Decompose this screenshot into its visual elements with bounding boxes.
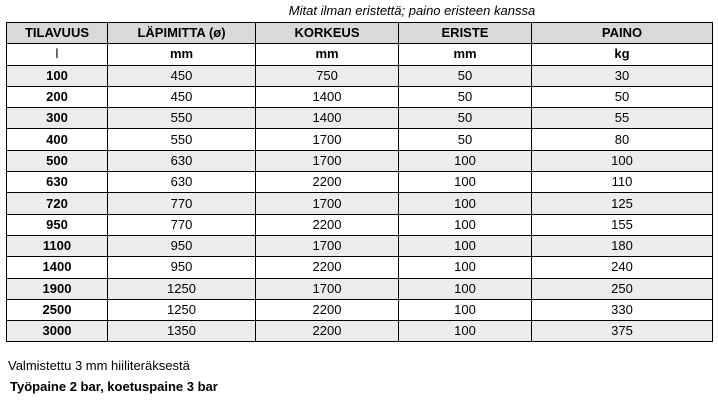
cell-height: 1400 bbox=[256, 108, 399, 129]
cell-insulation: 100 bbox=[399, 278, 532, 299]
cell-weight: 240 bbox=[532, 257, 713, 278]
table-row bbox=[7, 193, 713, 214]
unit-diameter: mm bbox=[108, 44, 256, 65]
table-row bbox=[7, 172, 713, 193]
spec-table bbox=[6, 22, 713, 342]
cell-capacity: 500 bbox=[7, 150, 108, 171]
table-row bbox=[7, 108, 713, 129]
table-caption: Mitat ilman eristettä; paino eristeen kanssa bbox=[288, 3, 536, 18]
table-row bbox=[7, 86, 713, 107]
cell-height: 2200 bbox=[256, 172, 399, 193]
header-row bbox=[7, 23, 713, 44]
cell-weight: 100 bbox=[532, 150, 713, 171]
cell-capacity: 1100 bbox=[7, 235, 108, 256]
cell-weight: 50 bbox=[532, 86, 713, 107]
header-weight: PAINO bbox=[532, 23, 713, 44]
unit-insulation: mm bbox=[399, 44, 532, 65]
cell-height: 2200 bbox=[256, 321, 399, 342]
cell-capacity: 300 bbox=[7, 108, 108, 129]
unit-height: mm bbox=[256, 44, 399, 65]
cell-capacity: 1400 bbox=[7, 257, 108, 278]
cell-capacity: 630 bbox=[7, 172, 108, 193]
cell-insulation: 100 bbox=[399, 235, 532, 256]
cell-insulation: 100 bbox=[399, 321, 532, 342]
cell-height: 2200 bbox=[256, 299, 399, 320]
cell-insulation: 100 bbox=[399, 257, 532, 278]
cell-diameter: 770 bbox=[108, 193, 256, 214]
cell-capacity: 200 bbox=[7, 86, 108, 107]
cell-height: 1700 bbox=[256, 235, 399, 256]
header-height: KORKEUS bbox=[256, 23, 399, 44]
cell-insulation: 50 bbox=[399, 108, 532, 129]
cell-diameter: 630 bbox=[108, 172, 256, 193]
cell-capacity: 3000 bbox=[7, 321, 108, 342]
cell-diameter: 550 bbox=[108, 129, 256, 150]
table-row bbox=[7, 278, 713, 299]
cell-weight: 375 bbox=[532, 321, 713, 342]
cell-weight: 155 bbox=[532, 214, 713, 235]
cell-insulation: 100 bbox=[399, 172, 532, 193]
cell-diameter: 1250 bbox=[108, 299, 256, 320]
table-row bbox=[7, 65, 713, 86]
cell-diameter: 450 bbox=[108, 86, 256, 107]
cell-diameter: 1350 bbox=[108, 321, 256, 342]
cell-insulation: 100 bbox=[399, 150, 532, 171]
table-row bbox=[7, 321, 713, 342]
header-capacity: TILAVUUS bbox=[7, 23, 108, 44]
cell-height: 1700 bbox=[256, 129, 399, 150]
cell-weight: 330 bbox=[532, 299, 713, 320]
cell-capacity: 100 bbox=[7, 65, 108, 86]
cell-diameter: 950 bbox=[108, 235, 256, 256]
cell-weight: 180 bbox=[532, 235, 713, 256]
cell-insulation: 50 bbox=[399, 86, 532, 107]
cell-capacity: 950 bbox=[7, 214, 108, 235]
cell-capacity: 720 bbox=[7, 193, 108, 214]
table-row bbox=[7, 299, 713, 320]
cell-height: 2200 bbox=[256, 257, 399, 278]
cell-diameter: 1250 bbox=[108, 278, 256, 299]
table-row bbox=[7, 257, 713, 278]
cell-capacity: 1900 bbox=[7, 278, 108, 299]
table-row bbox=[7, 235, 713, 256]
cell-insulation: 100 bbox=[399, 214, 532, 235]
cell-insulation: 100 bbox=[399, 193, 532, 214]
cell-weight: 55 bbox=[532, 108, 713, 129]
cell-diameter: 770 bbox=[108, 214, 256, 235]
cell-height: 750 bbox=[256, 65, 399, 86]
cell-weight: 80 bbox=[532, 129, 713, 150]
unit-weight: kg bbox=[532, 44, 713, 65]
cell-weight: 125 bbox=[532, 193, 713, 214]
cell-insulation: 50 bbox=[399, 65, 532, 86]
cell-height: 1400 bbox=[256, 86, 399, 107]
cell-diameter: 630 bbox=[108, 150, 256, 171]
cell-height: 1700 bbox=[256, 278, 399, 299]
table-row bbox=[7, 214, 713, 235]
cell-insulation: 100 bbox=[399, 299, 532, 320]
cell-weight: 30 bbox=[532, 65, 713, 86]
cell-capacity: 400 bbox=[7, 129, 108, 150]
material-note: Valmistettu 3 mm hiiliteräksestä bbox=[8, 358, 190, 373]
cell-diameter: 950 bbox=[108, 257, 256, 278]
cell-insulation: 50 bbox=[399, 129, 532, 150]
unit-capacity: l bbox=[7, 44, 108, 65]
header-insulation: ERISTE bbox=[399, 23, 532, 44]
pressure-note: Työpaine 2 bar, koetuspaine 3 bar bbox=[10, 379, 218, 394]
table-row bbox=[7, 150, 713, 171]
header-diameter: LÄPIMITTA (ø) bbox=[108, 23, 256, 44]
cell-diameter: 550 bbox=[108, 108, 256, 129]
cell-height: 1700 bbox=[256, 193, 399, 214]
cell-weight: 110 bbox=[532, 172, 713, 193]
table-row bbox=[7, 129, 713, 150]
cell-diameter: 450 bbox=[108, 65, 256, 86]
cell-height: 2200 bbox=[256, 214, 399, 235]
cell-height: 1700 bbox=[256, 150, 399, 171]
cell-capacity: 2500 bbox=[7, 299, 108, 320]
units-row bbox=[7, 44, 713, 65]
cell-weight: 250 bbox=[532, 278, 713, 299]
